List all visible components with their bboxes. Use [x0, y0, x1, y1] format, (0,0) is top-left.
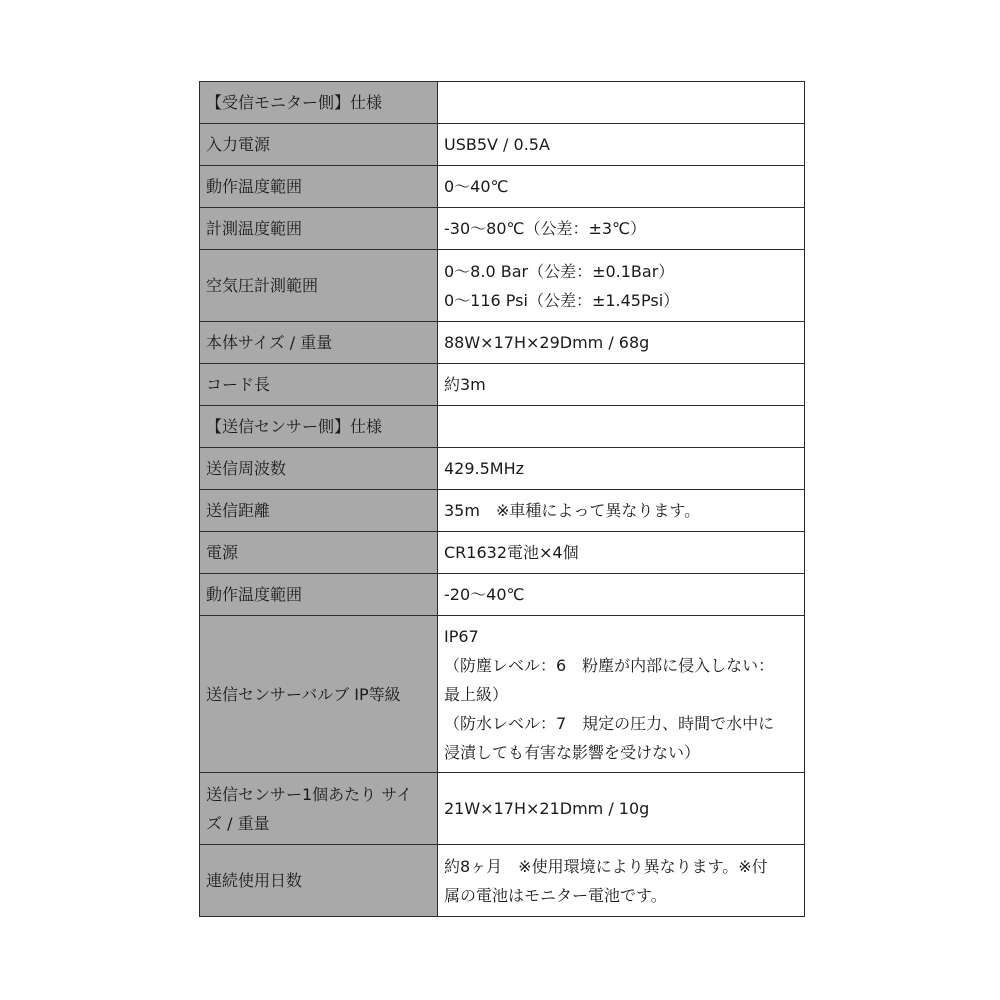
spec-value-line: CR1632電池×4個	[444, 543, 579, 562]
spec-label: 入力電源	[200, 124, 438, 166]
spec-value-line: 35m ※車種によって異なります。	[444, 501, 701, 520]
spec-row	[200, 82, 805, 124]
spec-row	[200, 532, 805, 574]
spec-value-line: （防水レベル：7 規定の圧力、時間で水中に	[444, 713, 775, 733]
spec-value	[438, 322, 805, 364]
spec-row	[200, 124, 805, 166]
spec-row	[200, 406, 805, 448]
spec-row	[200, 616, 805, 773]
spec-row	[200, 364, 805, 406]
spec-label: 電源	[200, 532, 438, 574]
spec-value	[438, 250, 805, 322]
spec-label: 【受信モニター側】仕様	[200, 82, 438, 124]
spec-table	[199, 81, 805, 917]
spec-row	[200, 322, 805, 364]
spec-value-line: 429.5MHz	[444, 459, 525, 478]
spec-value-line: 属の電池はモニター電池です。	[444, 885, 667, 905]
spec-value	[438, 845, 805, 917]
spec-row	[200, 490, 805, 532]
spec-value	[438, 364, 805, 406]
spec-value	[438, 532, 805, 574]
spec-value	[438, 773, 805, 845]
spec-table-body	[200, 82, 805, 917]
spec-row	[200, 208, 805, 250]
spec-value	[438, 616, 805, 773]
spec-value	[438, 208, 805, 250]
spec-value-line: 88W×17H×29Dmm / 68g	[444, 333, 650, 352]
spec-value	[438, 82, 805, 124]
spec-label: 送信周波数	[200, 448, 438, 490]
spec-value	[438, 448, 805, 490]
spec-value-line: 21W×17H×21Dmm / 10g	[444, 799, 650, 818]
spec-label-line: 送信センサー1個あたり サイ	[206, 784, 413, 804]
spec-label: 【送信センサー側】仕様	[200, 406, 438, 448]
spec-label: 計測温度範囲	[200, 208, 438, 250]
spec-value	[438, 406, 805, 448]
spec-label: コード長	[200, 364, 438, 406]
spec-value-line: -20～40℃	[444, 585, 525, 604]
spec-value-line: 約3m	[444, 375, 486, 394]
spec-value-line: 0～8.0 Bar（公差：±0.1Bar）	[444, 261, 675, 281]
spec-row	[200, 574, 805, 616]
spec-label: 空気圧計測範囲	[200, 250, 438, 322]
spec-row	[200, 166, 805, 208]
spec-label: 連続使用日数	[200, 845, 438, 917]
spec-value	[438, 166, 805, 208]
spec-row	[200, 448, 805, 490]
spec-value	[438, 574, 805, 616]
spec-row	[200, 845, 805, 917]
spec-value-line: 約8ヶ月 ※使用環境により異なります。※付	[444, 856, 768, 876]
spec-value-line: 0～116 Psi（公差：±1.45Psi）	[444, 290, 680, 310]
spec-label: 動作温度範囲	[200, 574, 438, 616]
spec-label-line: ズ / 重量	[206, 813, 270, 833]
spec-value-line: -30～80℃（公差：±3℃）	[444, 219, 647, 238]
spec-value-line: 最上級）	[444, 684, 509, 704]
spec-value-line: 浸漬しても有害な影響を受けない）	[444, 742, 701, 762]
spec-value-line: （防塵レベル：6 粉塵が内部に侵入しない：	[444, 655, 775, 675]
spec-value	[438, 124, 805, 166]
spec-row	[200, 250, 805, 322]
spec-label: 送信センサーバルブ IP等級	[200, 616, 438, 773]
spec-label: 本体サイズ / 重量	[200, 322, 438, 364]
spec-label: 動作温度範囲	[200, 166, 438, 208]
spec-value-line: 0～40℃	[444, 177, 509, 196]
spec-value-line: IP67	[444, 626, 479, 646]
spec-value-line: USB5V / 0.5A	[444, 135, 550, 154]
spec-row	[200, 773, 805, 845]
spec-label	[200, 773, 438, 845]
spec-value	[438, 490, 805, 532]
spec-label: 送信距離	[200, 490, 438, 532]
